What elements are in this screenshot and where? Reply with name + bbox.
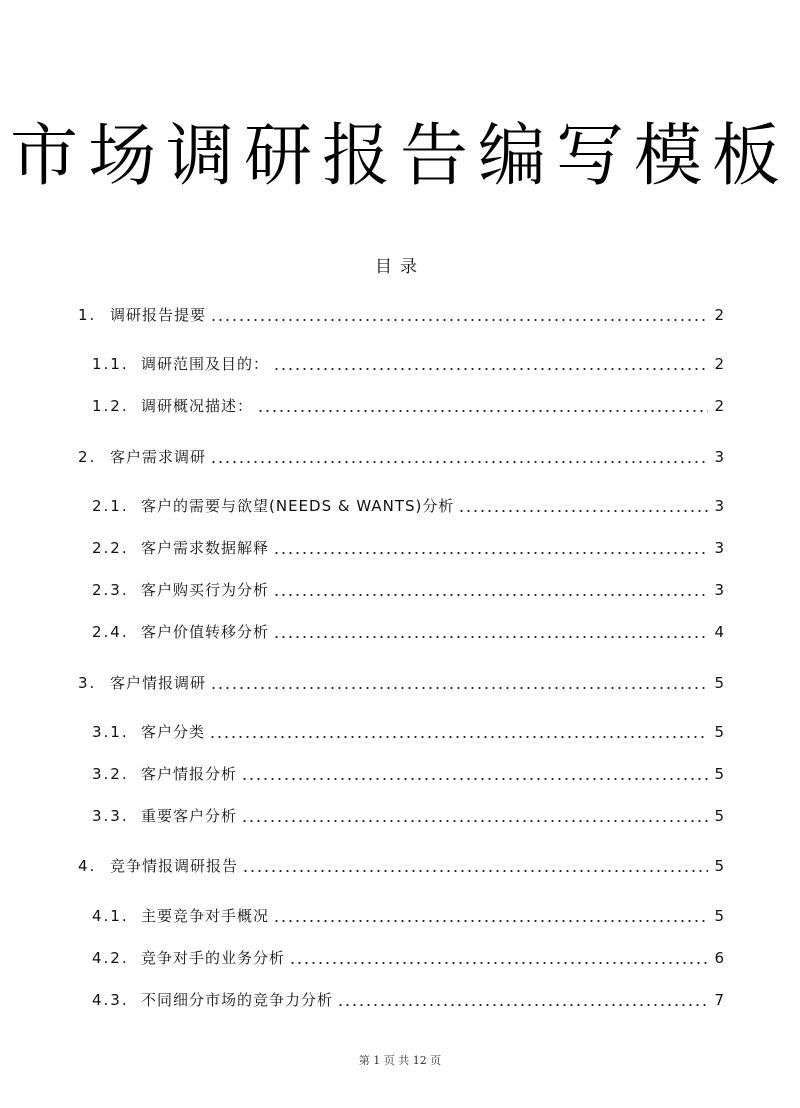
- toc-entry[interactable]: [78, 855, 724, 877]
- dot-leader: [273, 552, 708, 554]
- toc-number: 4.1.: [92, 907, 129, 925]
- toc-page: 4: [714, 623, 724, 641]
- toc-number: 3.: [78, 674, 97, 692]
- dot-leader: [273, 594, 708, 596]
- toc-page: 5: [714, 857, 724, 875]
- toc-text: 客户的需要与欲望(NEEDS & WANTS)分析: [141, 497, 455, 515]
- dot-leader: [257, 410, 708, 412]
- toc-entry[interactable]: [92, 579, 724, 601]
- dot-leader: [289, 962, 708, 964]
- toc-page: 5: [714, 807, 724, 825]
- toc-text: 竞争对手的业务分析: [141, 949, 286, 967]
- dot-leader: [273, 368, 708, 370]
- toc-text: 客户需求数据解释: [141, 539, 270, 557]
- toc-text: 主要竞争对手概况: [141, 907, 270, 925]
- toc-entry[interactable]: [92, 905, 724, 927]
- toc-number: 2.3.: [92, 581, 129, 599]
- toc-page: 5: [714, 907, 724, 925]
- toc-page: 2: [714, 397, 724, 415]
- table-of-contents: [78, 0, 724, 1108]
- toc-page: 2: [714, 306, 724, 324]
- toc-entry[interactable]: [78, 304, 724, 326]
- toc-page: 5: [714, 674, 724, 692]
- toc-entry[interactable]: [92, 721, 724, 743]
- toc-number: 4.: [78, 857, 97, 875]
- toc-text: 不同细分市场的竞争力分析: [141, 991, 334, 1009]
- toc-text: 调研报告提要: [110, 306, 207, 324]
- toc-entry[interactable]: [92, 989, 724, 1011]
- dot-leader: [210, 319, 708, 321]
- toc-entry[interactable]: [92, 353, 724, 375]
- toc-page: 5: [714, 723, 724, 741]
- toc-page: 3: [714, 539, 724, 557]
- toc-page: 6: [714, 949, 724, 967]
- toc-number: 1.: [78, 306, 97, 324]
- toc-entry[interactable]: [92, 495, 724, 517]
- toc-number: 4.3.: [92, 991, 129, 1009]
- toc-text: 重要客户分析: [141, 807, 238, 825]
- toc-entry[interactable]: [92, 621, 724, 643]
- toc-entry[interactable]: [92, 947, 724, 969]
- toc-number: 1.1.: [92, 355, 129, 373]
- toc-text: 客户价值转移分析: [141, 623, 270, 641]
- toc-page: 7: [714, 991, 724, 1009]
- dot-leader: [273, 920, 708, 922]
- toc-heading: 目录: [375, 257, 425, 277]
- toc-number: 1.2.: [92, 397, 129, 415]
- toc-entry[interactable]: [92, 763, 724, 785]
- dot-leader: [273, 636, 708, 638]
- toc-page: 5: [714, 765, 724, 783]
- toc-number: 3.2.: [92, 765, 129, 783]
- toc-entry[interactable]: [92, 537, 724, 559]
- dot-leader: [209, 736, 708, 738]
- toc-text: 客户分类: [141, 723, 206, 741]
- toc-entry[interactable]: [92, 805, 724, 827]
- toc-text: 客户购买行为分析: [141, 581, 270, 599]
- toc-number: 4.2.: [92, 949, 129, 967]
- dot-leader: [210, 461, 708, 463]
- toc-entry[interactable]: [78, 672, 724, 694]
- dot-leader: [458, 510, 708, 512]
- toc-page: 3: [714, 497, 724, 515]
- dot-leader: [241, 778, 708, 780]
- dot-leader: [337, 1004, 708, 1006]
- toc-number: 3.1.: [92, 723, 129, 741]
- toc-text: 客户情报分析: [141, 765, 238, 783]
- toc-page: 2: [714, 355, 724, 373]
- toc-entry[interactable]: [78, 446, 724, 468]
- toc-entry[interactable]: [92, 395, 724, 417]
- toc-number: 3.3.: [92, 807, 129, 825]
- dot-leader: [210, 687, 708, 689]
- toc-number: 2.2.: [92, 539, 129, 557]
- toc-text: 竞争情报调研报告: [110, 857, 239, 875]
- toc-text: 客户情报调研: [110, 674, 207, 692]
- toc-number: 2.1.: [92, 497, 129, 515]
- toc-text: 客户需求调研: [110, 448, 207, 466]
- toc-text: 调研范围及目的：: [141, 355, 270, 373]
- toc-page: 3: [714, 448, 724, 466]
- dot-leader: [242, 870, 708, 872]
- document-title: 市场调研报告编写模板: [9, 117, 790, 196]
- page-footer: 第 1 页 共 12 页: [358, 1054, 442, 1067]
- toc-text: 调研概况描述：: [141, 397, 254, 415]
- toc-page: 3: [714, 581, 724, 599]
- dot-leader: [241, 820, 708, 822]
- toc-number: 2.4.: [92, 623, 129, 641]
- toc-number: 2.: [78, 448, 97, 466]
